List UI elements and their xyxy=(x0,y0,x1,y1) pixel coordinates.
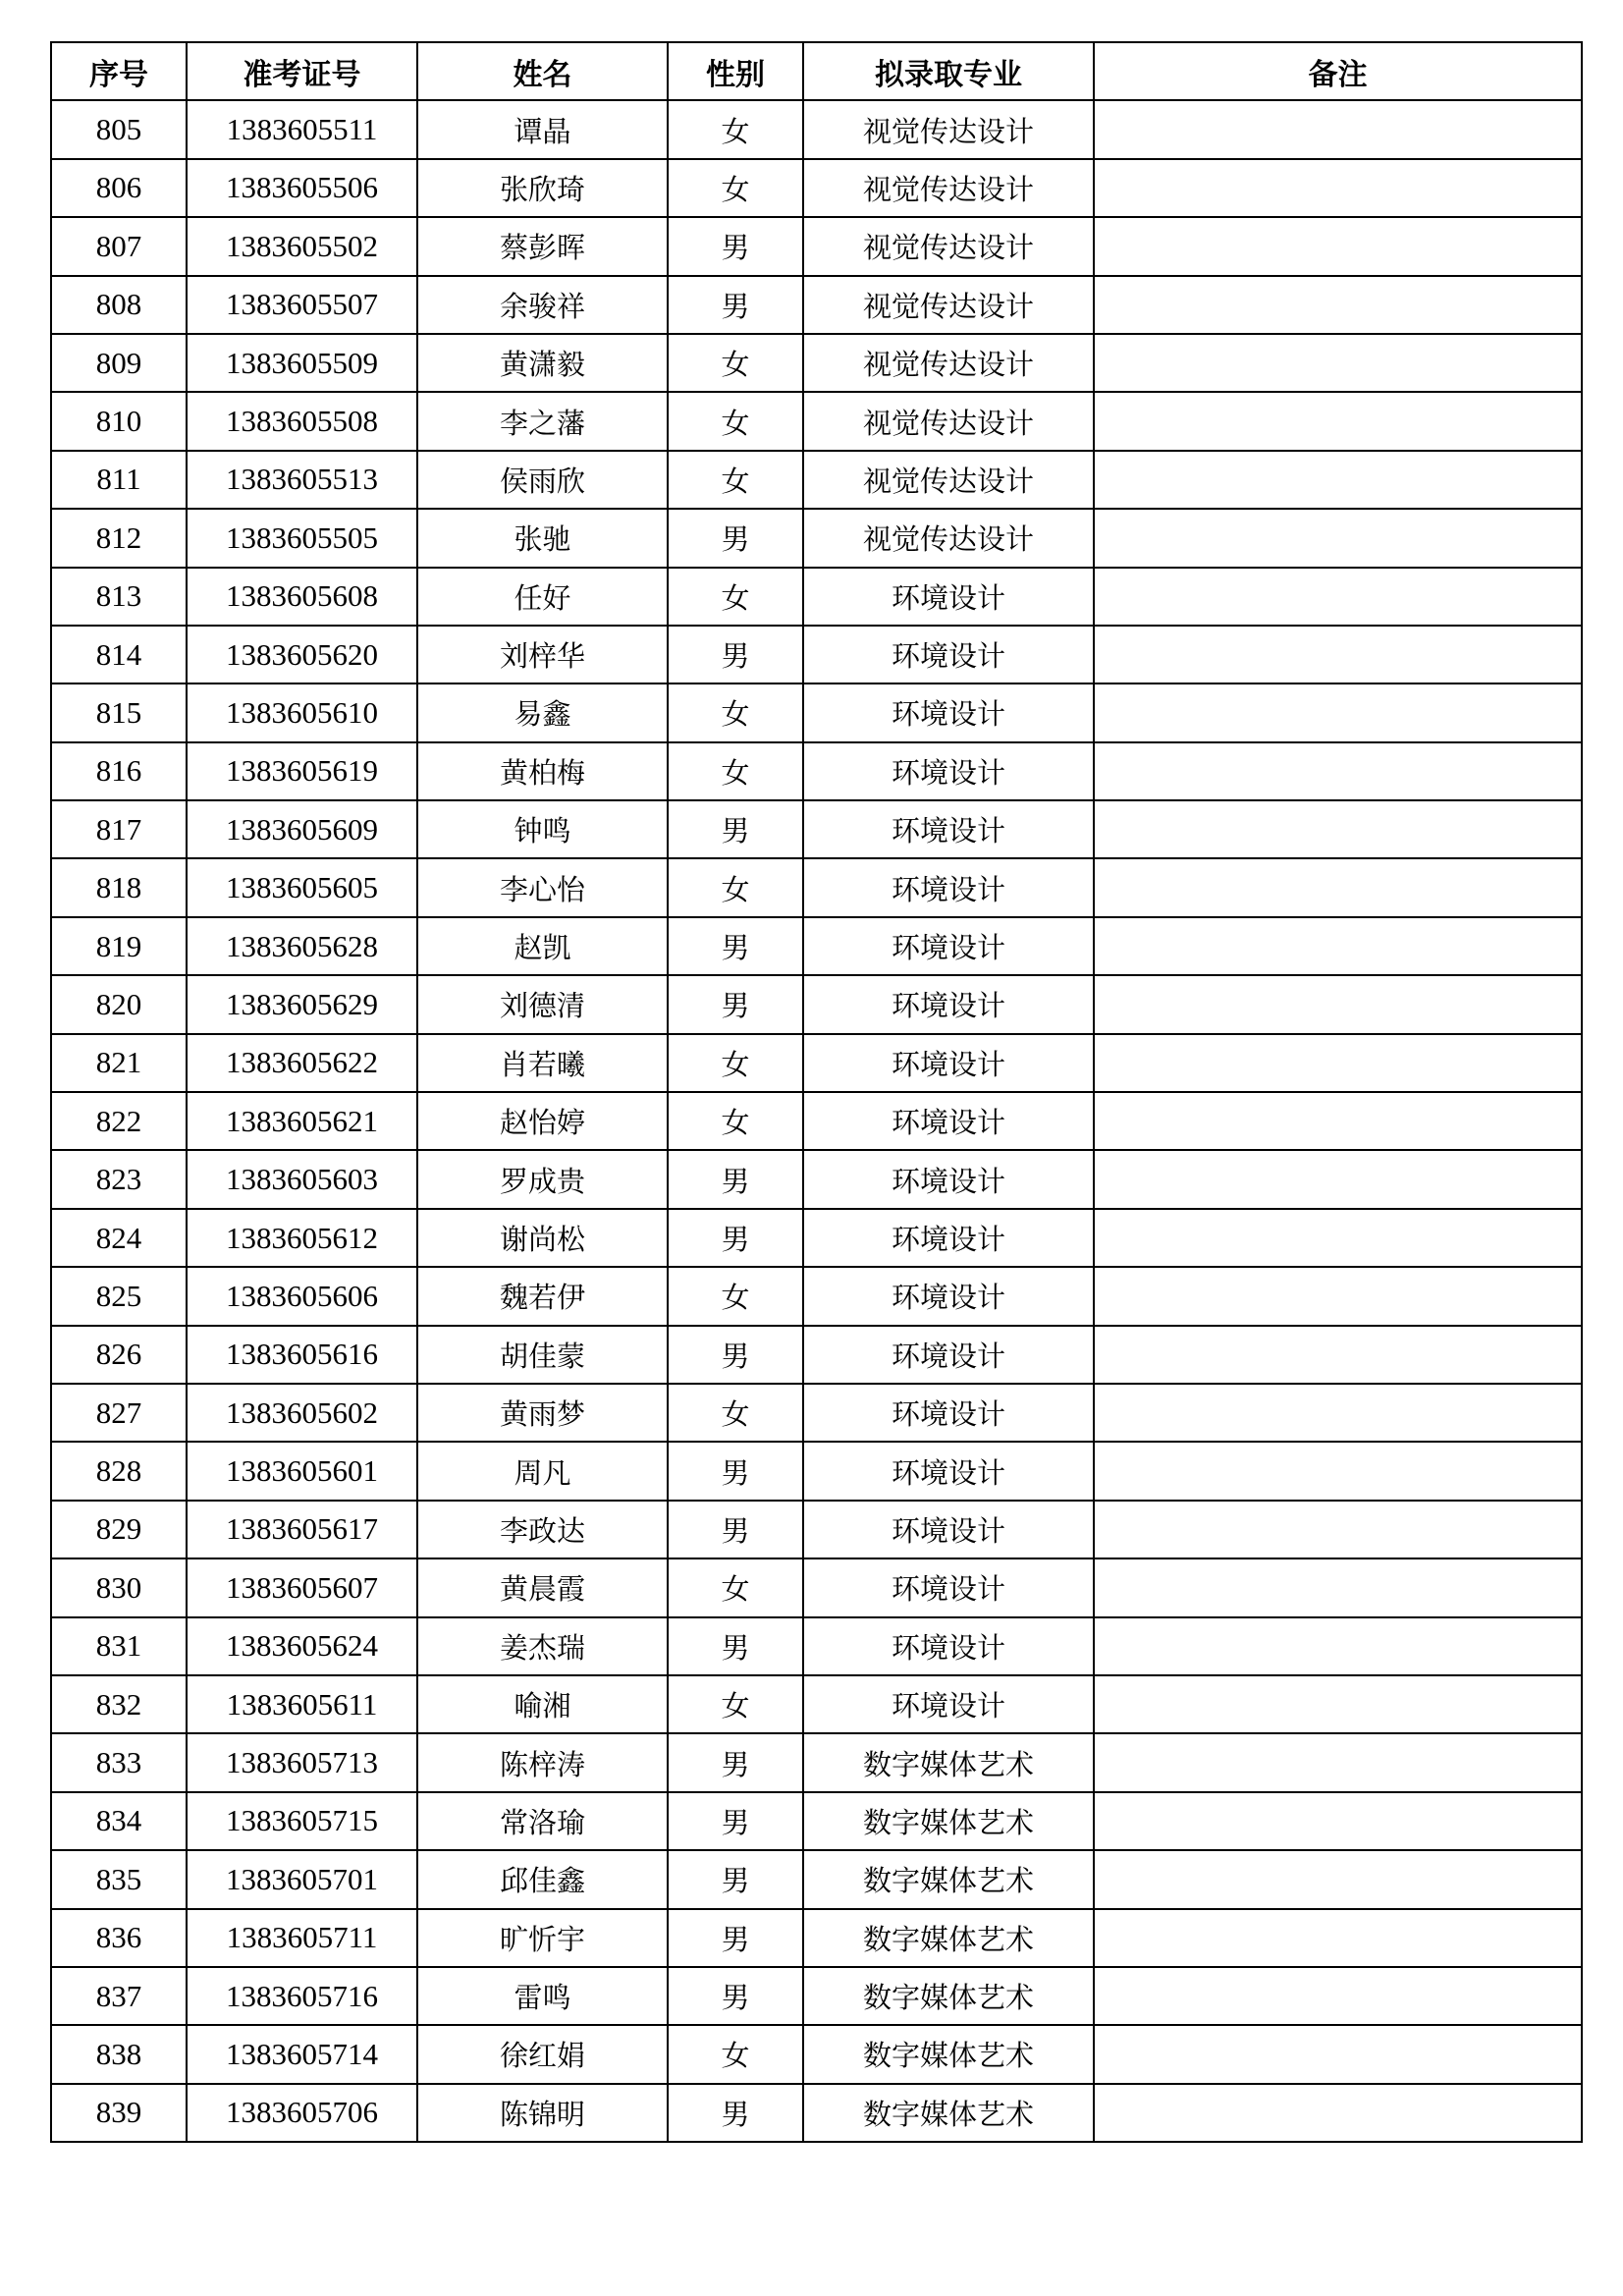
cell-seq: 824 xyxy=(51,1209,187,1267)
cell-gender: 男 xyxy=(668,1150,803,1208)
cell-exam-id: 1383605624 xyxy=(187,1617,417,1675)
cell-major: 视觉传达设计 xyxy=(803,276,1094,334)
table-header-row xyxy=(51,42,1582,100)
cell-major: 环境设计 xyxy=(803,1675,1094,1733)
table-row xyxy=(51,1326,1582,1384)
cell-exam-id: 1383605611 xyxy=(187,1675,417,1733)
table-row xyxy=(51,1850,1582,1908)
cell-name: 侯雨欣 xyxy=(417,451,668,509)
cell-exam-id: 1383605628 xyxy=(187,917,417,975)
cell-major: 数字媒体艺术 xyxy=(803,1733,1094,1791)
header-exam-id: 准考证号 xyxy=(187,42,417,100)
cell-major: 环境设计 xyxy=(803,1558,1094,1616)
cell-major: 环境设计 xyxy=(803,917,1094,975)
cell-major: 数字媒体艺术 xyxy=(803,2025,1094,2083)
cell-name: 李之藩 xyxy=(417,392,668,450)
table-row xyxy=(51,1092,1582,1150)
cell-remark xyxy=(1094,1150,1582,1208)
table-row xyxy=(51,1967,1582,2025)
cell-remark xyxy=(1094,568,1582,626)
header-name: 姓名 xyxy=(417,42,668,100)
cell-major: 环境设计 xyxy=(803,1092,1094,1150)
cell-remark xyxy=(1094,392,1582,450)
cell-gender: 女 xyxy=(668,1558,803,1616)
cell-name: 肖若曦 xyxy=(417,1034,668,1092)
cell-remark xyxy=(1094,742,1582,800)
table-row xyxy=(51,1150,1582,1208)
cell-seq: 821 xyxy=(51,1034,187,1092)
cell-seq: 811 xyxy=(51,451,187,509)
cell-exam-id: 1383605610 xyxy=(187,683,417,741)
cell-seq: 808 xyxy=(51,276,187,334)
table-row xyxy=(51,1034,1582,1092)
cell-major: 环境设计 xyxy=(803,1442,1094,1500)
table-row xyxy=(51,626,1582,683)
cell-major: 环境设计 xyxy=(803,975,1094,1033)
cell-gender: 男 xyxy=(668,509,803,567)
table-row xyxy=(51,1442,1582,1500)
cell-seq: 809 xyxy=(51,334,187,392)
cell-exam-id: 1383605509 xyxy=(187,334,417,392)
table-row xyxy=(51,1909,1582,1967)
cell-seq: 837 xyxy=(51,1967,187,2025)
cell-seq: 807 xyxy=(51,217,187,275)
cell-major: 视觉传达设计 xyxy=(803,100,1094,158)
cell-name: 刘德清 xyxy=(417,975,668,1033)
cell-exam-id: 1383605607 xyxy=(187,1558,417,1616)
cell-exam-id: 1383605706 xyxy=(187,2084,417,2142)
cell-gender: 女 xyxy=(668,2025,803,2083)
cell-remark xyxy=(1094,1501,1582,1558)
cell-gender: 男 xyxy=(668,1909,803,1967)
cell-remark xyxy=(1094,1617,1582,1675)
cell-seq: 826 xyxy=(51,1326,187,1384)
cell-exam-id: 1383605506 xyxy=(187,159,417,217)
cell-major: 数字媒体艺术 xyxy=(803,1909,1094,1967)
cell-exam-id: 1383605715 xyxy=(187,1792,417,1850)
cell-seq: 816 xyxy=(51,742,187,800)
cell-seq: 819 xyxy=(51,917,187,975)
cell-exam-id: 1383605601 xyxy=(187,1442,417,1500)
cell-name: 谭晶 xyxy=(417,100,668,158)
cell-major: 视觉传达设计 xyxy=(803,509,1094,567)
table-row xyxy=(51,276,1582,334)
table-row xyxy=(51,2025,1582,2083)
header-seq: 序号 xyxy=(51,42,187,100)
table-row xyxy=(51,742,1582,800)
cell-seq: 832 xyxy=(51,1675,187,1733)
cell-remark xyxy=(1094,1733,1582,1791)
cell-exam-id: 1383605505 xyxy=(187,509,417,567)
cell-major: 环境设计 xyxy=(803,1209,1094,1267)
cell-remark xyxy=(1094,1558,1582,1616)
cell-seq: 834 xyxy=(51,1792,187,1850)
cell-remark xyxy=(1094,1675,1582,1733)
cell-gender: 男 xyxy=(668,217,803,275)
cell-exam-id: 1383605609 xyxy=(187,800,417,858)
cell-name: 任好 xyxy=(417,568,668,626)
cell-name: 黄雨梦 xyxy=(417,1384,668,1442)
cell-name: 张欣琦 xyxy=(417,159,668,217)
table-row xyxy=(51,509,1582,567)
table-row xyxy=(51,975,1582,1033)
cell-gender: 女 xyxy=(668,568,803,626)
table-row xyxy=(51,1558,1582,1616)
cell-name: 钟鸣 xyxy=(417,800,668,858)
cell-gender: 女 xyxy=(668,1675,803,1733)
cell-seq: 817 xyxy=(51,800,187,858)
cell-seq: 838 xyxy=(51,2025,187,2083)
cell-name: 余骏祥 xyxy=(417,276,668,334)
cell-gender: 男 xyxy=(668,917,803,975)
cell-gender: 男 xyxy=(668,1850,803,1908)
cell-name: 谢尚松 xyxy=(417,1209,668,1267)
cell-gender: 男 xyxy=(668,1501,803,1558)
cell-exam-id: 1383605502 xyxy=(187,217,417,275)
cell-remark xyxy=(1094,683,1582,741)
cell-major: 视觉传达设计 xyxy=(803,217,1094,275)
cell-exam-id: 1383605701 xyxy=(187,1850,417,1908)
cell-seq: 839 xyxy=(51,2084,187,2142)
cell-exam-id: 1383605511 xyxy=(187,100,417,158)
cell-remark xyxy=(1094,917,1582,975)
cell-major: 数字媒体艺术 xyxy=(803,1792,1094,1850)
table-row xyxy=(51,1675,1582,1733)
table-row xyxy=(51,1617,1582,1675)
cell-major: 环境设计 xyxy=(803,568,1094,626)
cell-name: 周凡 xyxy=(417,1442,668,1500)
header-gender: 性别 xyxy=(668,42,803,100)
cell-gender: 女 xyxy=(668,451,803,509)
cell-gender: 女 xyxy=(668,1384,803,1442)
cell-name: 陈锦明 xyxy=(417,2084,668,2142)
cell-remark xyxy=(1094,100,1582,158)
cell-remark xyxy=(1094,2025,1582,2083)
cell-gender: 女 xyxy=(668,858,803,916)
cell-name: 张驰 xyxy=(417,509,668,567)
cell-exam-id: 1383605620 xyxy=(187,626,417,683)
cell-remark xyxy=(1094,1034,1582,1092)
cell-exam-id: 1383605602 xyxy=(187,1384,417,1442)
cell-name: 黄晨霞 xyxy=(417,1558,668,1616)
cell-name: 旷忻宇 xyxy=(417,1909,668,1967)
table-row xyxy=(51,568,1582,626)
cell-remark xyxy=(1094,800,1582,858)
admission-list-table xyxy=(50,41,1583,2143)
cell-name: 邱佳鑫 xyxy=(417,1850,668,1908)
cell-remark xyxy=(1094,334,1582,392)
cell-remark xyxy=(1094,1326,1582,1384)
cell-exam-id: 1383605616 xyxy=(187,1326,417,1384)
cell-gender: 女 xyxy=(668,1267,803,1325)
table-row xyxy=(51,392,1582,450)
cell-major: 环境设计 xyxy=(803,683,1094,741)
cell-gender: 女 xyxy=(668,683,803,741)
cell-major: 环境设计 xyxy=(803,1150,1094,1208)
cell-remark xyxy=(1094,975,1582,1033)
cell-name: 李心怡 xyxy=(417,858,668,916)
cell-name: 喻湘 xyxy=(417,1675,668,1733)
cell-seq: 836 xyxy=(51,1909,187,1967)
cell-gender: 男 xyxy=(668,626,803,683)
cell-name: 徐红娟 xyxy=(417,2025,668,2083)
cell-gender: 男 xyxy=(668,2084,803,2142)
cell-remark xyxy=(1094,1209,1582,1267)
cell-remark xyxy=(1094,159,1582,217)
cell-exam-id: 1383605612 xyxy=(187,1209,417,1267)
cell-exam-id: 1383605507 xyxy=(187,276,417,334)
cell-remark xyxy=(1094,1967,1582,2025)
cell-remark xyxy=(1094,1792,1582,1850)
cell-remark xyxy=(1094,1850,1582,1908)
cell-remark xyxy=(1094,858,1582,916)
table-row xyxy=(51,683,1582,741)
cell-remark xyxy=(1094,1909,1582,1967)
cell-name: 刘梓华 xyxy=(417,626,668,683)
cell-major: 环境设计 xyxy=(803,800,1094,858)
cell-exam-id: 1383605622 xyxy=(187,1034,417,1092)
cell-name: 易鑫 xyxy=(417,683,668,741)
cell-gender: 男 xyxy=(668,1792,803,1850)
cell-name: 胡佳蒙 xyxy=(417,1326,668,1384)
cell-gender: 男 xyxy=(668,975,803,1033)
cell-remark xyxy=(1094,451,1582,509)
cell-exam-id: 1383605508 xyxy=(187,392,417,450)
cell-gender: 男 xyxy=(668,1967,803,2025)
cell-exam-id: 1383605617 xyxy=(187,1501,417,1558)
cell-remark xyxy=(1094,276,1582,334)
cell-gender: 男 xyxy=(668,1442,803,1500)
cell-gender: 女 xyxy=(668,742,803,800)
cell-major: 环境设计 xyxy=(803,1617,1094,1675)
cell-major: 视觉传达设计 xyxy=(803,159,1094,217)
cell-seq: 829 xyxy=(51,1501,187,1558)
cell-gender: 女 xyxy=(668,334,803,392)
cell-gender: 女 xyxy=(668,100,803,158)
cell-seq: 835 xyxy=(51,1850,187,1908)
table-row xyxy=(51,100,1582,158)
cell-gender: 男 xyxy=(668,800,803,858)
cell-gender: 女 xyxy=(668,1034,803,1092)
cell-name: 蔡彭晖 xyxy=(417,217,668,275)
cell-exam-id: 1383605603 xyxy=(187,1150,417,1208)
cell-exam-id: 1383605711 xyxy=(187,1909,417,1967)
cell-name: 常洛瑜 xyxy=(417,1792,668,1850)
cell-major: 数字媒体艺术 xyxy=(803,1850,1094,1908)
cell-gender: 男 xyxy=(668,1326,803,1384)
cell-exam-id: 1383605606 xyxy=(187,1267,417,1325)
cell-major: 视觉传达设计 xyxy=(803,334,1094,392)
cell-major: 环境设计 xyxy=(803,626,1094,683)
cell-major: 视觉传达设计 xyxy=(803,451,1094,509)
cell-remark xyxy=(1094,1267,1582,1325)
cell-major: 环境设计 xyxy=(803,1034,1094,1092)
cell-major: 视觉传达设计 xyxy=(803,392,1094,450)
cell-gender: 男 xyxy=(668,276,803,334)
cell-remark xyxy=(1094,626,1582,683)
cell-exam-id: 1383605629 xyxy=(187,975,417,1033)
cell-seq: 830 xyxy=(51,1558,187,1616)
cell-remark xyxy=(1094,1384,1582,1442)
table-row xyxy=(51,1209,1582,1267)
cell-gender: 女 xyxy=(668,159,803,217)
cell-exam-id: 1383605621 xyxy=(187,1092,417,1150)
table-row xyxy=(51,451,1582,509)
cell-name: 黄柏梅 xyxy=(417,742,668,800)
cell-name: 姜杰瑞 xyxy=(417,1617,668,1675)
cell-exam-id: 1383605513 xyxy=(187,451,417,509)
table-row xyxy=(51,2084,1582,2142)
cell-seq: 812 xyxy=(51,509,187,567)
cell-major: 环境设计 xyxy=(803,1501,1094,1558)
cell-seq: 822 xyxy=(51,1092,187,1150)
table-row xyxy=(51,1267,1582,1325)
cell-exam-id: 1383605713 xyxy=(187,1733,417,1791)
cell-name: 赵怡婷 xyxy=(417,1092,668,1150)
cell-gender: 男 xyxy=(668,1733,803,1791)
cell-name: 赵凯 xyxy=(417,917,668,975)
cell-seq: 814 xyxy=(51,626,187,683)
cell-exam-id: 1383605716 xyxy=(187,1967,417,2025)
cell-seq: 818 xyxy=(51,858,187,916)
cell-exam-id: 1383605605 xyxy=(187,858,417,916)
table-row xyxy=(51,1792,1582,1850)
cell-seq: 813 xyxy=(51,568,187,626)
cell-major: 数字媒体艺术 xyxy=(803,2084,1094,2142)
header-remark: 备注 xyxy=(1094,42,1582,100)
cell-gender: 男 xyxy=(668,1617,803,1675)
cell-remark xyxy=(1094,1442,1582,1500)
table-row xyxy=(51,858,1582,916)
cell-name: 陈梓涛 xyxy=(417,1733,668,1791)
cell-major: 环境设计 xyxy=(803,1326,1094,1384)
cell-gender: 女 xyxy=(668,1092,803,1150)
header-major: 拟录取专业 xyxy=(803,42,1094,100)
cell-gender: 男 xyxy=(668,1209,803,1267)
cell-exam-id: 1383605714 xyxy=(187,2025,417,2083)
cell-seq: 833 xyxy=(51,1733,187,1791)
table-row xyxy=(51,334,1582,392)
cell-major: 环境设计 xyxy=(803,742,1094,800)
cell-seq: 810 xyxy=(51,392,187,450)
table-row xyxy=(51,917,1582,975)
cell-name: 魏若伊 xyxy=(417,1267,668,1325)
cell-major: 环境设计 xyxy=(803,1267,1094,1325)
cell-name: 雷鸣 xyxy=(417,1967,668,2025)
cell-name: 黄潇毅 xyxy=(417,334,668,392)
table-row xyxy=(51,800,1582,858)
cell-exam-id: 1383605608 xyxy=(187,568,417,626)
cell-seq: 820 xyxy=(51,975,187,1033)
table-row xyxy=(51,1733,1582,1791)
cell-exam-id: 1383605619 xyxy=(187,742,417,800)
table-body xyxy=(51,100,1582,2142)
table-row xyxy=(51,217,1582,275)
table-row xyxy=(51,1384,1582,1442)
cell-remark xyxy=(1094,1092,1582,1150)
cell-seq: 805 xyxy=(51,100,187,158)
table-row xyxy=(51,1501,1582,1558)
cell-remark xyxy=(1094,509,1582,567)
cell-remark xyxy=(1094,217,1582,275)
cell-seq: 823 xyxy=(51,1150,187,1208)
cell-seq: 815 xyxy=(51,683,187,741)
cell-major: 环境设计 xyxy=(803,858,1094,916)
cell-gender: 女 xyxy=(668,392,803,450)
cell-major: 环境设计 xyxy=(803,1384,1094,1442)
cell-seq: 827 xyxy=(51,1384,187,1442)
cell-name: 李政达 xyxy=(417,1501,668,1558)
cell-seq: 831 xyxy=(51,1617,187,1675)
cell-seq: 825 xyxy=(51,1267,187,1325)
cell-seq: 806 xyxy=(51,159,187,217)
cell-major: 数字媒体艺术 xyxy=(803,1967,1094,2025)
cell-remark xyxy=(1094,2084,1582,2142)
table-row xyxy=(51,159,1582,217)
cell-seq: 828 xyxy=(51,1442,187,1500)
cell-name: 罗成贵 xyxy=(417,1150,668,1208)
